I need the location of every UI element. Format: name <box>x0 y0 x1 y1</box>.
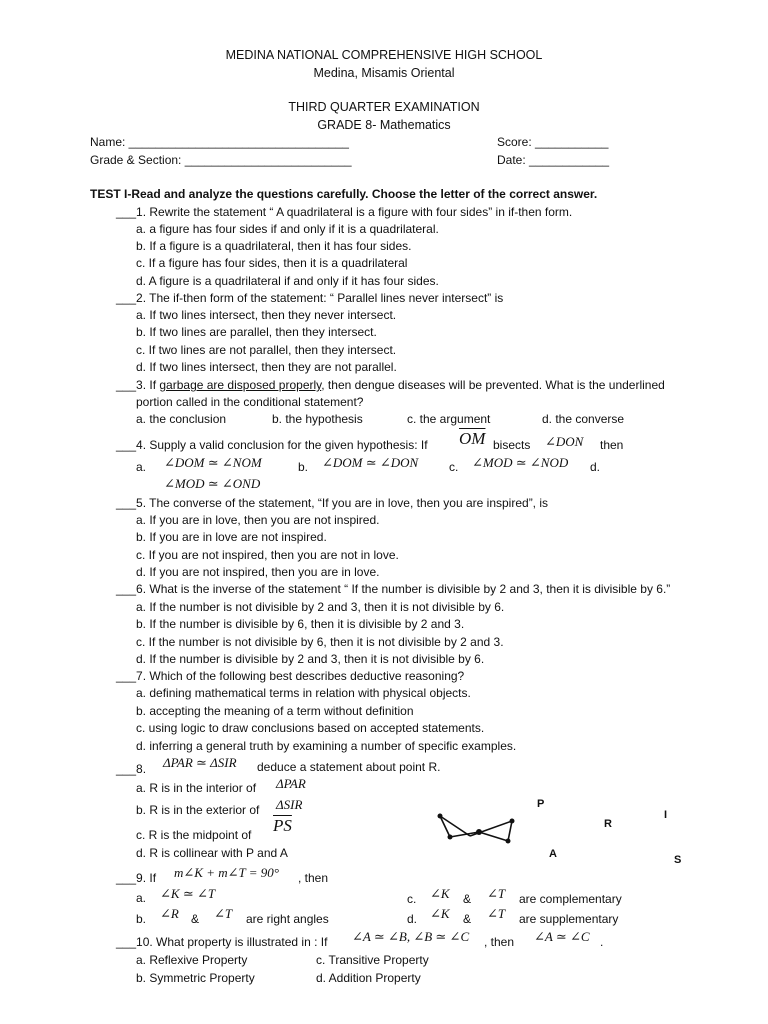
q9-choice-c[interactable]: are complementary <box>519 892 622 906</box>
q4-label-d: d. <box>590 460 601 474</box>
q9-given: m∠K + m∠T = 90° <box>174 865 279 880</box>
q4-then: then <box>600 438 624 452</box>
q2-stem: ___2. The if-then form of the statement: “ Parallel lines never intersect” is <box>116 291 504 305</box>
q4-choice-a[interactable]: ∠DOM ≃ ∠NOM <box>164 455 262 470</box>
q8-triangles-figure <box>432 808 532 858</box>
q8-choice-a[interactable]: a. R is in the interior of <box>136 781 257 795</box>
q6-stem: ___6. What is the inverse of the statement “ If the number is divisible by 2 and 3, then it is divisible by 6.” <box>116 582 671 596</box>
q10-choice-a[interactable]: a. Reflexive Property <box>136 953 248 967</box>
q3-underlined-phrase: garbage are disposed properly <box>159 378 322 392</box>
q6-choice-d[interactable]: d. If the number is divisible by 2 and 3, then it is not divisible by 6. <box>136 652 485 666</box>
q4-angle-don: ∠DON <box>545 434 584 449</box>
q3-choice-b[interactable]: b. the hypothesis <box>272 412 363 426</box>
q9-choice-a[interactable]: ∠K ≃ ∠T <box>160 886 216 901</box>
q8-choice-c[interactable]: c. R is the midpoint of <box>136 828 252 842</box>
q3-choice-d[interactable]: d. the converse <box>542 412 625 426</box>
q4-label-b: b. <box>298 460 309 474</box>
q1-choice-a[interactable]: a. a figure has four sides if and only if it is a quadrilateral. <box>136 222 439 236</box>
q9-then: , then <box>298 871 329 885</box>
q6-choice-a[interactable]: a. If the number is not divisible by 2 and 3, then it is not divisible by 6. <box>136 600 505 614</box>
q10-then: , then <box>484 935 515 949</box>
q8-stem: deduce a statement about point R. <box>257 760 441 774</box>
q9-stem: ___9. If <box>116 871 157 885</box>
q9-choice-c-angle1: ∠K <box>430 886 450 901</box>
q8-label-s: S <box>674 854 682 866</box>
q8-choice-b-math: ΔSIR <box>276 797 303 812</box>
q1-stem: ___1. Rewrite the statement “ A quadrilateral is a figure with four sides” in if-then form. <box>116 205 573 219</box>
q7-stem: ___7. Which of the following best describes deductive reasoning? <box>116 669 465 683</box>
q10-stem: ___10. What property is illustrated in : If <box>116 935 328 949</box>
q2-choice-c[interactable]: c. If two lines are not parallel, then they intersect. <box>136 343 397 357</box>
grade-subject: GRADE 8- Mathematics <box>317 118 451 132</box>
q9-choice-b-angle2: ∠T <box>214 906 233 921</box>
q10-given: ∠A ≃ ∠B, ∠B ≃ ∠C <box>352 929 470 944</box>
q3-stem <box>116 378 665 393</box>
q4-choice-b[interactable]: ∠DOM ≃ ∠DON <box>322 455 419 470</box>
q10-choice-b[interactable]: b. Symmetric Property <box>136 971 255 985</box>
q5-choice-a[interactable]: a. If you are in love, then you are not inspired. <box>136 513 380 527</box>
q8-given: ΔPAR ≃ ΔSIR <box>163 755 237 770</box>
q10-choice-d[interactable]: d. Addition Property <box>316 971 421 985</box>
q3-choice-a[interactable]: a. the conclusion <box>136 412 227 426</box>
q3-stem-post: , then dengue diseases will be prevented. What is the underlined <box>321 378 665 392</box>
q8-choice-d[interactable]: d. R is collinear with P and A <box>136 846 288 860</box>
q8-number: ___8. <box>116 762 147 776</box>
q9-label-a: a. <box>136 891 147 905</box>
q9-choice-b-amp: & <box>191 912 200 926</box>
q3-choice-c[interactable]: c. the argument <box>407 412 491 426</box>
school-name: MEDINA NATIONAL COMPREHENSIVE HIGH SCHOOL <box>225 48 543 62</box>
q1-choice-c[interactable]: c. If a figure has four sides, then it is a quadrilateral <box>136 256 408 270</box>
q3-stem-line2: portion called in the conditional statement? <box>136 395 364 409</box>
q9-choice-b-angle1: ∠R <box>160 906 179 921</box>
date-field[interactable]: Date: ____________ <box>497 153 610 167</box>
q10-period: . <box>600 935 604 949</box>
q4-bisects: bisects <box>493 438 531 452</box>
q6-choice-b[interactable]: b. If the number is divisible by 6, then it is divisible by 2 and 3. <box>136 617 465 631</box>
q4-ray-om: $\overline{OM}$ <box>459 429 486 448</box>
q3-stem-pre: ___3. If <box>116 378 160 392</box>
q5-choice-c[interactable]: c. If you are not inspired, then you are not in love. <box>136 548 399 562</box>
q10-choice-c[interactable]: c. Transitive Property <box>316 953 429 967</box>
q4-label-a: a. <box>136 460 147 474</box>
score-field[interactable]: Score: ___________ <box>497 135 609 149</box>
q2-choice-b[interactable]: b. If two lines are parallel, then they intersect. <box>136 325 377 339</box>
q4-choice-d[interactable]: ∠MOD ≃ ∠OND <box>164 476 261 491</box>
q8-label-r: R <box>604 818 612 830</box>
q7-choice-b[interactable]: b. accepting the meaning of a term without definition <box>136 704 414 718</box>
q5-choice-b[interactable]: b. If you are in love are not inspired. <box>136 530 327 544</box>
grade-section-field[interactable]: Grade & Section: _________________________ <box>90 153 352 167</box>
q10-conclusion: ∠A ≃ ∠C <box>534 929 590 944</box>
q2-choice-a[interactable]: a. If two lines intersect, then they never intersect. <box>136 308 397 322</box>
q1-choice-d[interactable]: d. A figure is a quadrilateral if and only if it has four sides. <box>136 274 439 288</box>
q9-choice-c-amp: & <box>463 892 472 906</box>
q4-label-c: c. <box>449 460 459 474</box>
q1-choice-b[interactable]: b. If a figure is a quadrilateral, then it has four sides. <box>136 239 412 253</box>
q9-choice-d-angle2: ∠T <box>487 906 506 921</box>
q4-stem: ___4. Supply a valid conclusion for the given hypothesis: If <box>116 438 428 452</box>
q4-choice-c[interactable]: ∠MOD ≃ ∠NOD <box>472 455 569 470</box>
q7-choice-a[interactable]: a. defining mathematical terms in relation with physical objects. <box>136 686 471 700</box>
q8-label-a: A <box>549 848 557 860</box>
q8-choice-c-segment: $\overline{PS}$ <box>273 816 292 835</box>
q2-choice-d[interactable]: d. If two lines intersect, then they are not parallel. <box>136 360 397 374</box>
q9-choice-d-angle1: ∠K <box>430 906 450 921</box>
q8-choice-b[interactable]: b. R is in the exterior of <box>136 803 260 817</box>
q7-choice-c[interactable]: c. using logic to draw conclusions based on accepted statements. <box>136 721 485 735</box>
test-instructions: TEST I-Read and analyze the questions carefully. Choose the letter of the correct answer. <box>90 187 598 201</box>
q9-label-d: d. <box>407 912 418 926</box>
q8-label-i: I <box>664 809 668 821</box>
q9-label-b: b. <box>136 912 147 926</box>
q6-choice-c[interactable]: c. If the number is not divisible by 6, then it is not divisible by 2 and 3. <box>136 635 504 649</box>
q9-choice-d-amp: & <box>463 912 472 926</box>
q7-choice-d[interactable]: d. inferring a general truth by examining a number of specific examples. <box>136 739 517 753</box>
q8-label-p: P <box>537 798 545 810</box>
q9-label-c: c. <box>407 892 417 906</box>
school-location: Medina, Misamis Oriental <box>313 66 455 80</box>
q8-choice-a-math: ΔPAR <box>276 776 306 791</box>
q9-choice-d[interactable]: are supplementary <box>519 912 619 926</box>
q9-choice-b[interactable]: are right angles <box>246 912 329 926</box>
q5-choice-d[interactable]: d. If you are not inspired, then you are in love. <box>136 565 380 579</box>
name-field[interactable]: Name: _________________________________ <box>90 135 349 149</box>
q9-choice-c-angle2: ∠T <box>487 886 506 901</box>
exam-title: THIRD QUARTER EXAMINATION <box>288 100 480 114</box>
q5-stem: ___5. The converse of the statement, “If you are in love, then you are inspired”, is <box>116 496 549 510</box>
